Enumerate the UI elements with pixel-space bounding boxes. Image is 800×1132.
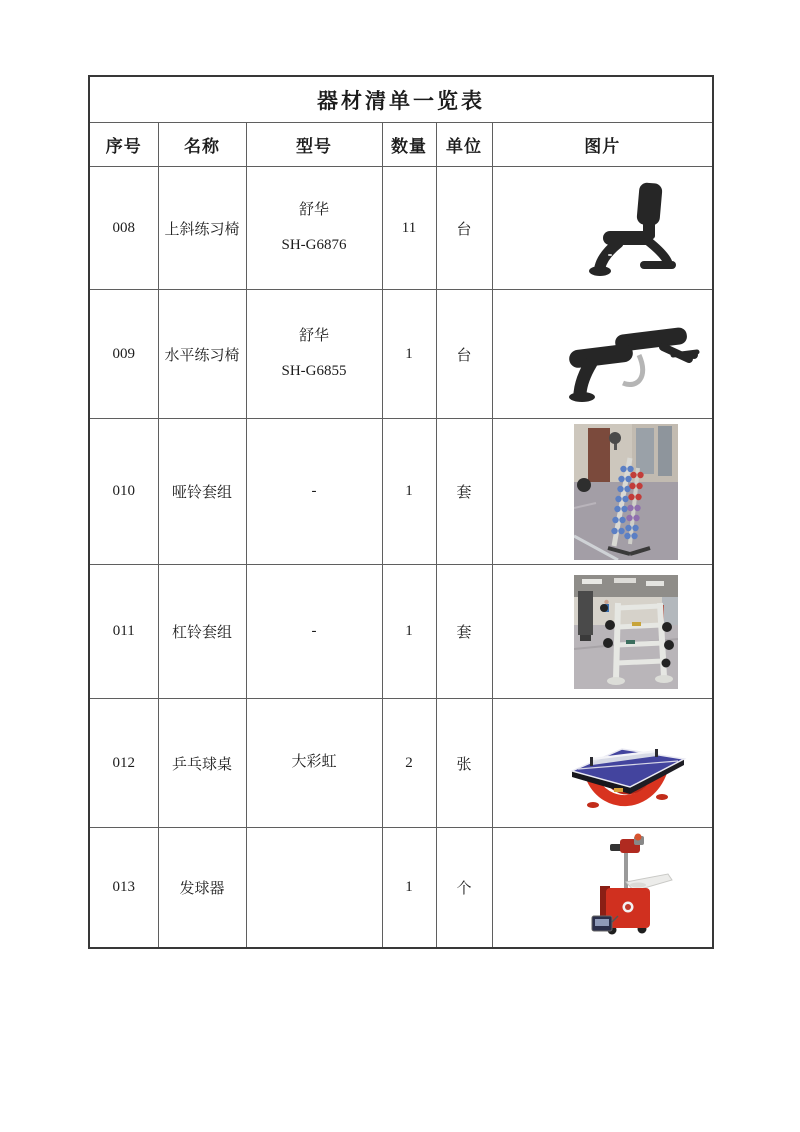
ball-serving-machine-photo bbox=[576, 830, 676, 946]
table-row bbox=[89, 290, 713, 419]
model-name: 大彩虹 bbox=[291, 754, 337, 771]
barbell-rack-photo bbox=[574, 575, 678, 689]
image-cell bbox=[492, 828, 713, 949]
name-cell: 水平练习椅 bbox=[158, 290, 246, 419]
dumbbell-rack-image bbox=[574, 424, 678, 560]
model-dash: - bbox=[311, 482, 317, 499]
serial-cell: 010 bbox=[89, 419, 158, 565]
col-header-serial: 序号 bbox=[89, 123, 158, 167]
serial-cell: 012 bbox=[89, 699, 158, 828]
model-cell bbox=[246, 699, 382, 828]
qty-cell: 11 bbox=[382, 167, 436, 290]
model-cell bbox=[246, 828, 382, 949]
title-row bbox=[89, 76, 713, 123]
serial-cell: 008 bbox=[89, 167, 158, 290]
name-cell: 杠铃套组 bbox=[158, 565, 246, 699]
qty-cell: 1 bbox=[382, 290, 436, 419]
unit-cell: 套 bbox=[436, 565, 492, 699]
document-page bbox=[88, 75, 712, 949]
unit-cell: 张 bbox=[436, 699, 492, 828]
unit-cell: 套 bbox=[436, 419, 492, 565]
table-row bbox=[89, 167, 713, 290]
table-title: 器材清单一览表 bbox=[89, 76, 713, 123]
image-cell bbox=[492, 167, 713, 290]
image-cell bbox=[492, 290, 713, 419]
ping-pong-table-image bbox=[556, 709, 696, 817]
image-cell bbox=[492, 565, 713, 699]
model-dash: - bbox=[311, 622, 317, 639]
model-cell bbox=[246, 565, 382, 699]
equipment-table bbox=[88, 75, 714, 949]
model-number: SH-G6855 bbox=[281, 362, 347, 379]
serial-cell: 013 bbox=[89, 828, 158, 949]
model-brand: 舒华 bbox=[298, 328, 329, 344]
ball-serving-machine-image bbox=[576, 830, 676, 946]
model-cell bbox=[246, 290, 382, 419]
model-cell bbox=[246, 167, 382, 290]
qty-cell: 1 bbox=[382, 565, 436, 699]
model-number: SH-G6876 bbox=[281, 236, 347, 253]
name-cell: 乒乓球桌 bbox=[158, 699, 246, 828]
col-header-qty: 数量 bbox=[382, 123, 436, 167]
name-cell: 哑铃套组 bbox=[158, 419, 246, 565]
image-cell bbox=[492, 419, 713, 565]
serial-cell: 009 bbox=[89, 290, 158, 419]
incline-exercise-chair-photo bbox=[556, 175, 696, 281]
incline-chair-image bbox=[556, 175, 696, 281]
table-row bbox=[89, 565, 713, 699]
table-row bbox=[89, 419, 713, 565]
qty-cell: 1 bbox=[382, 828, 436, 949]
barbell-rack-image bbox=[574, 575, 678, 689]
unit-cell: 台 bbox=[436, 167, 492, 290]
header-row bbox=[89, 123, 713, 167]
col-header-unit: 单位 bbox=[436, 123, 492, 167]
model-cell bbox=[246, 419, 382, 565]
qty-cell: 1 bbox=[382, 419, 436, 565]
flat-bench-photo bbox=[551, 297, 701, 411]
table-row bbox=[89, 699, 713, 828]
ping-pong-table-photo bbox=[556, 709, 696, 817]
qty-cell: 2 bbox=[382, 699, 436, 828]
col-header-name: 名称 bbox=[158, 123, 246, 167]
col-header-model: 型号 bbox=[246, 123, 382, 167]
table-row bbox=[89, 828, 713, 949]
image-cell bbox=[492, 699, 713, 828]
col-header-image: 图片 bbox=[492, 123, 713, 167]
serial-cell: 011 bbox=[89, 565, 158, 699]
dumbbell-rack-photo bbox=[574, 424, 678, 560]
unit-cell: 个 bbox=[436, 828, 492, 949]
name-cell: 上斜练习椅 bbox=[158, 167, 246, 290]
unit-cell: 台 bbox=[436, 290, 492, 419]
model-brand: 舒华 bbox=[298, 202, 329, 218]
name-cell: 发球器 bbox=[158, 828, 246, 949]
flat-bench-image bbox=[551, 297, 701, 411]
